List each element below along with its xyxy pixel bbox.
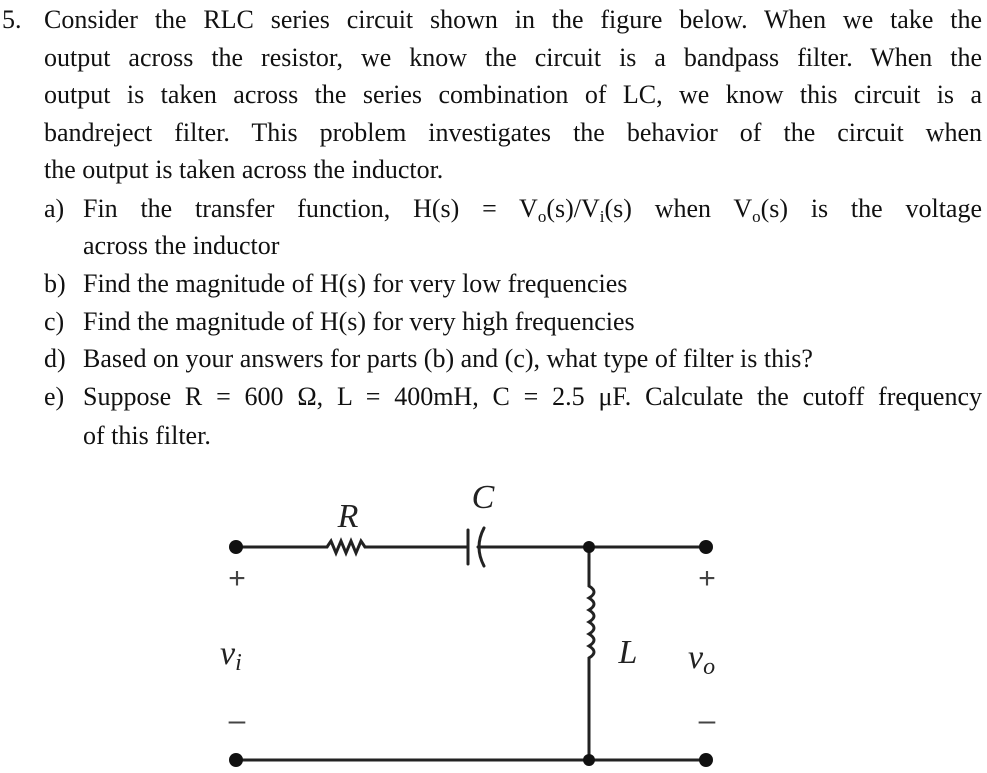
- sign-plus-output: +: [698, 562, 716, 595]
- label-vo: vo: [688, 639, 716, 680]
- input-terminal-top: [229, 540, 243, 554]
- sign-minus-input: –: [228, 704, 246, 737]
- part-e-text: Suppose R = 600 Ω, L = 400mH, C = 2.5 μF. Calculate the cutoff frequency: [83, 382, 982, 411]
- label-L: L: [618, 634, 638, 671]
- intro-line-3: output is taken across the series combination of LC, we know this circuit is a: [44, 80, 982, 109]
- intro-line-5: the output is taken across the inductor.: [44, 155, 444, 184]
- resistor-symbol: [327, 541, 365, 553]
- part-c-text: Find the magnitude of H(s) for very high frequencies: [83, 307, 635, 336]
- junction-node-top: [583, 541, 595, 553]
- label-C: C: [471, 479, 495, 516]
- part-b-marker: b): [44, 269, 66, 298]
- part-d-text: Based on your answers for parts (b) and (c), what type of filter is this?: [83, 344, 813, 373]
- sign-plus-input: +: [228, 562, 246, 595]
- part-c-marker: c): [44, 307, 65, 336]
- intro-line-1: Consider the RLC series circuit shown in the figure below. When we take the: [44, 5, 982, 34]
- part-a-continuation: across the inductor: [83, 231, 280, 260]
- part-a-text: Fin the transfer function, $H(s) = V_o(s)/V_i(s)$ when $V_o(s)$ is the voltage: [83, 194, 982, 226]
- inductor-symbol: [589, 586, 594, 658]
- junction-node-bottom: [583, 754, 595, 766]
- label-R: R: [337, 498, 359, 535]
- input-terminal-bottom: [229, 753, 243, 767]
- output-terminal-top: [699, 540, 713, 554]
- label-vi: vi: [220, 635, 242, 676]
- output-terminal-bottom: [699, 753, 713, 767]
- intro-line-2: output across the resistor, we know the circuit is a bandpass filter. When the: [44, 43, 982, 72]
- sign-minus-output: –: [698, 704, 716, 737]
- part-d-marker: d): [44, 344, 66, 373]
- part-e-marker: e): [44, 382, 65, 411]
- part-b-text: Find the magnitude of H(s) for very low frequencies: [83, 269, 628, 298]
- part-e-continuation: of this filter.: [83, 421, 211, 450]
- part-a-marker: a): [44, 194, 65, 223]
- intro-line-4: bandreject filter. This problem investigates the behavior of the circuit when: [44, 118, 982, 147]
- problem-number: 5.: [2, 5, 22, 34]
